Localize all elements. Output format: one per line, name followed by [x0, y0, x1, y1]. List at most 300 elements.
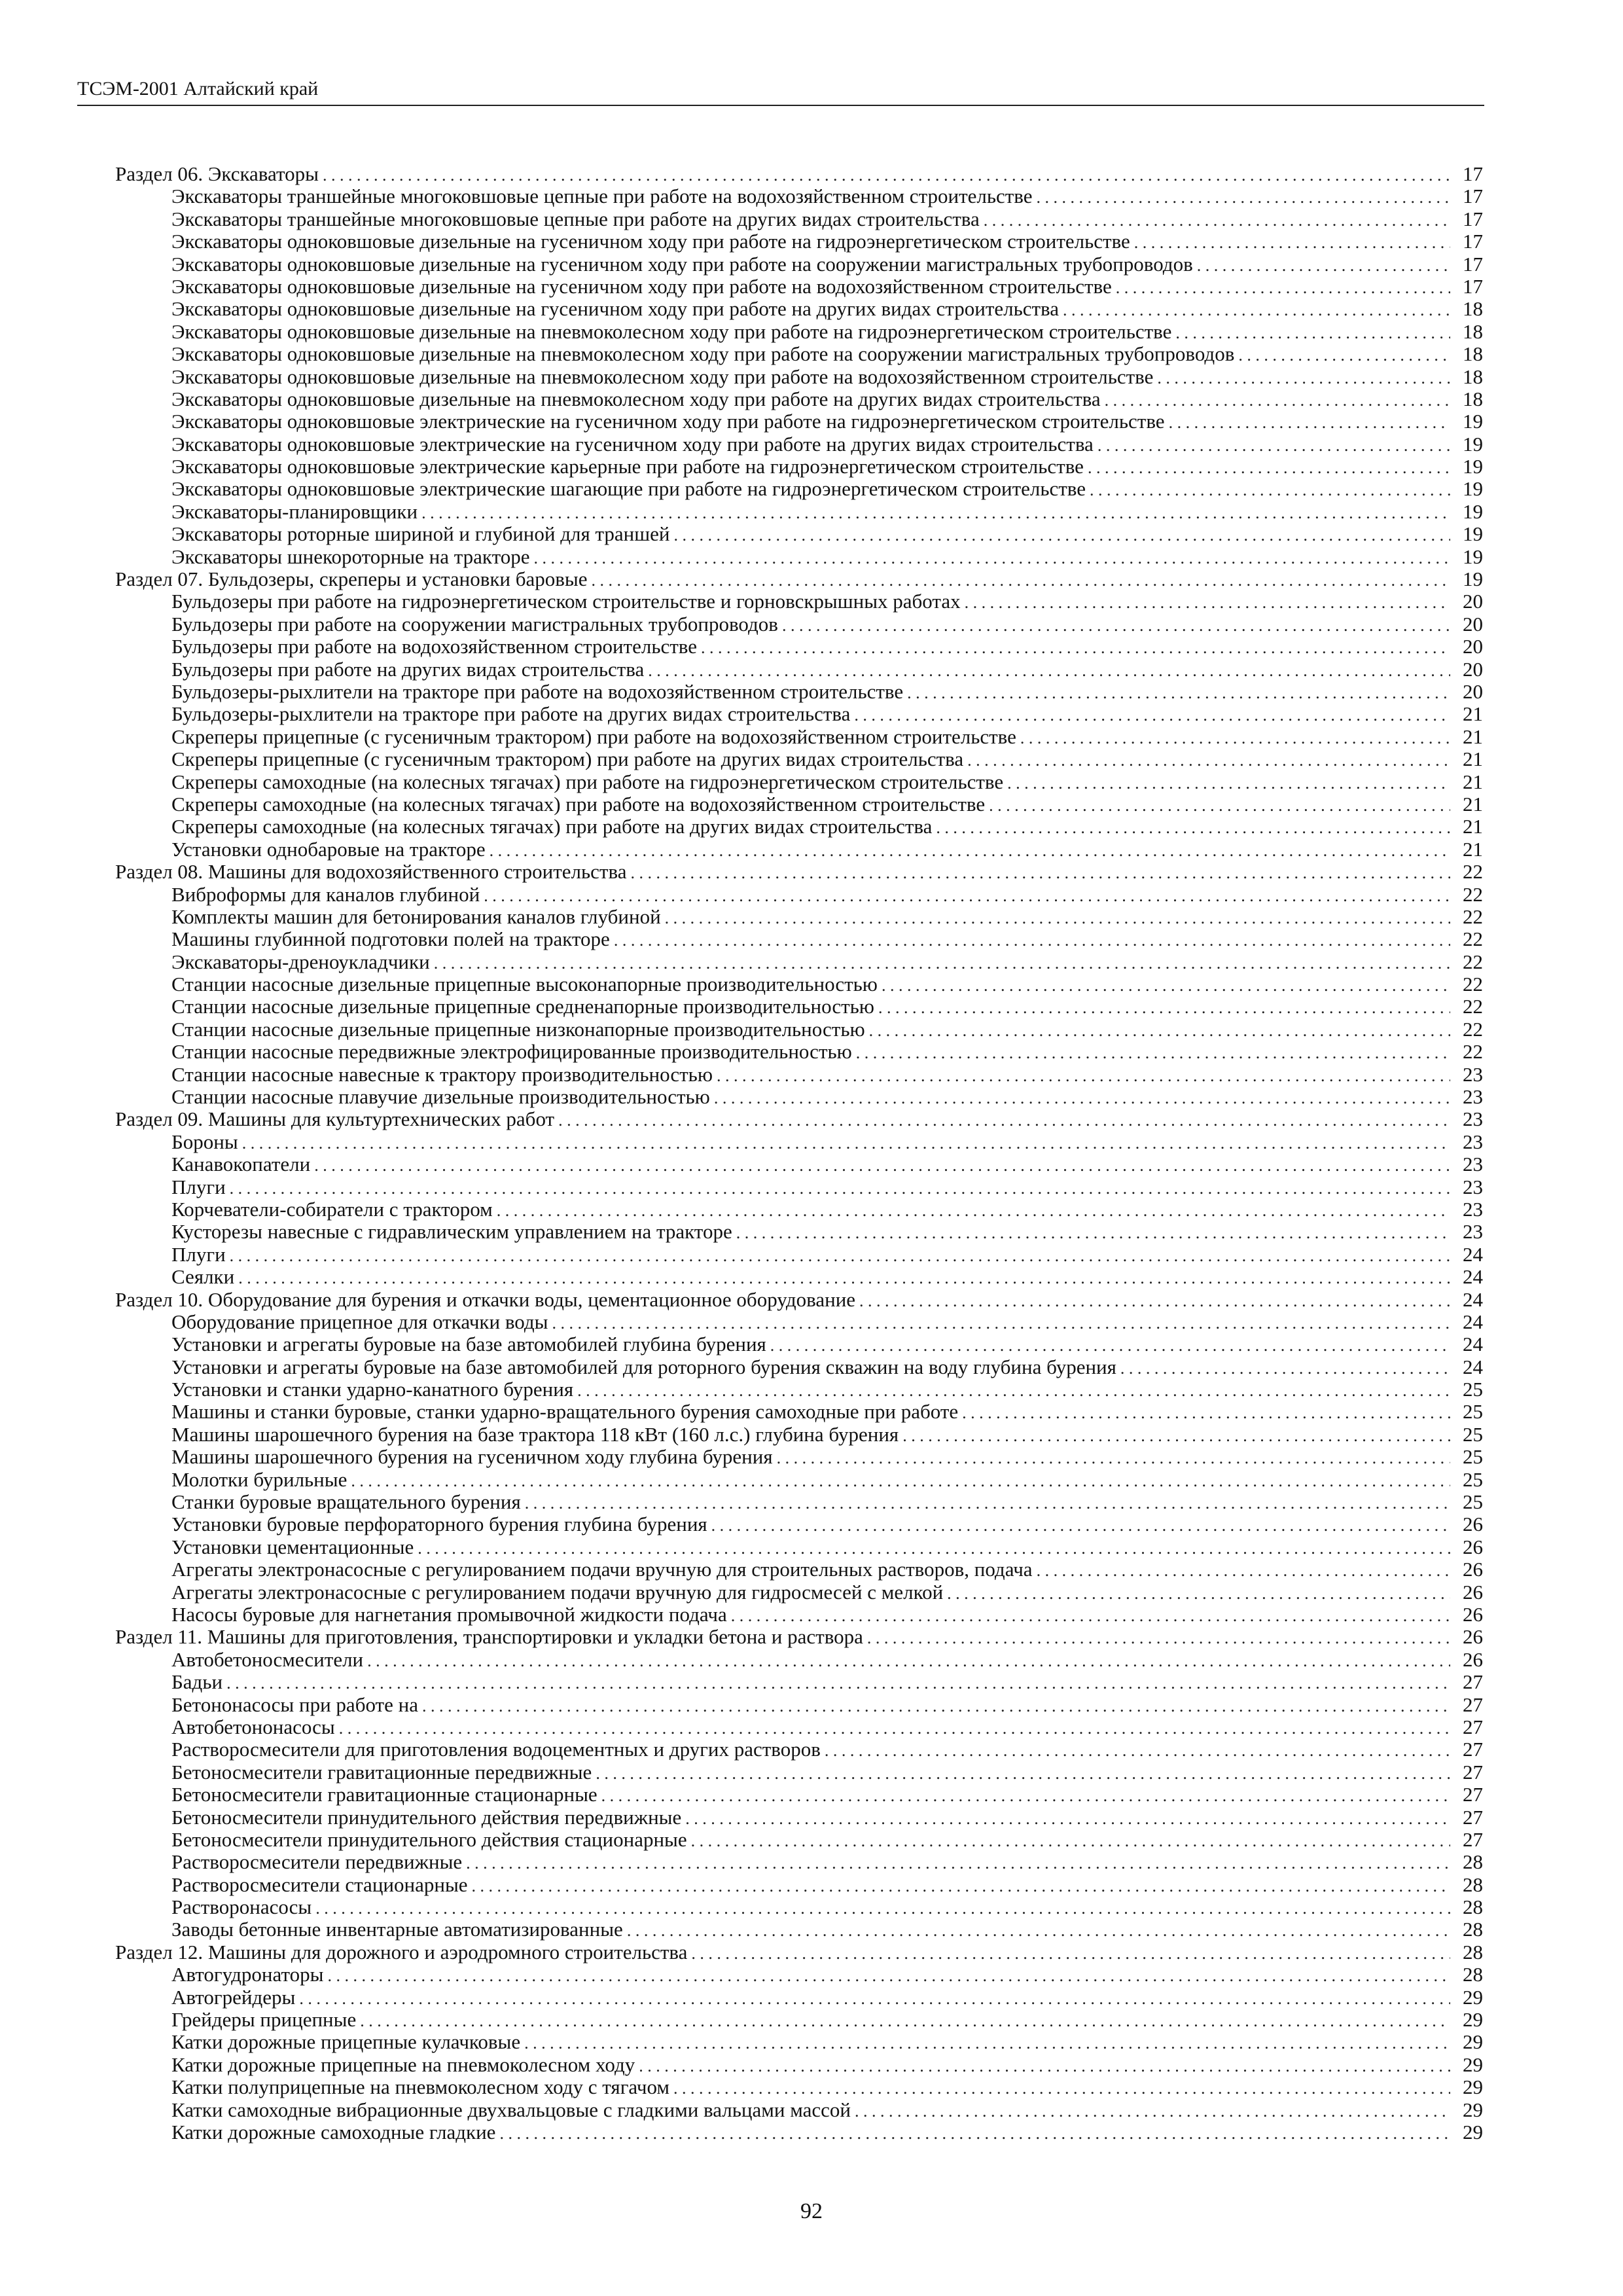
toc-page-number: 22 [1463, 860, 1483, 884]
toc-entry-label: Экскаваторы одноковшовые дизельные на гусеничном ходу при работе на гидроэнергетическом строительстве [171, 230, 1130, 253]
toc-entry-label: Экскаваторы траншейные многоковшовые цепные при работе на других видах строительства [171, 207, 980, 230]
dot-leader [778, 615, 1450, 637]
toc-page-number: 29 [1463, 2030, 1483, 2054]
toc-page-number: 20 [1463, 657, 1483, 681]
toc-entry-label: Экскаваторы одноковшовые дизельные на пневмоколесном ходу при работе на гидроэнергетическом строительстве [171, 319, 1172, 343]
toc-entry-row [115, 298, 1483, 320]
toc-entry-label: Бульдозеры при работе на сооружении магистральных трубопроводов [171, 612, 778, 636]
toc-entry-label: Машины глубинной подготовки полей на тракторе [171, 927, 610, 951]
toc-page-number: 22 [1463, 995, 1483, 1018]
dot-leader [1033, 1560, 1450, 1582]
dot-leader [899, 1425, 1450, 1447]
toc-entry-label: Бетононасосы при работе на [171, 1693, 418, 1716]
toc-entry-label: Машины шарошечного бурения на базе трактора 118 кВт (160 л.с.) глубина бурения [171, 1422, 899, 1446]
toc-entry-row [115, 928, 1483, 950]
dot-leader [1116, 1357, 1450, 1380]
toc-page-number: 17 [1463, 207, 1483, 230]
toc-entry-row [115, 1244, 1483, 1266]
dot-leader [855, 1290, 1450, 1312]
toc-entry-row [115, 973, 1483, 996]
toc-page-number: 23 [1463, 1197, 1483, 1221]
toc-page-number: 23 [1463, 1062, 1483, 1086]
toc-page-number: 24 [1463, 1265, 1483, 1289]
toc-entry-label: Насосы буровые для нагнетания промывочной жидкости подача [171, 1603, 727, 1626]
toc-entry-label: Экскаваторы траншейные многоковшовые цепные при работе на водохозяйственном строительстве [171, 185, 1033, 208]
dot-leader [1084, 457, 1450, 479]
toc-page-number: 28 [1463, 1963, 1483, 1986]
dot-leader [644, 660, 1450, 682]
toc-entry-label: Растворосмесители стационарные [171, 1873, 468, 1896]
toc-page-number: 27 [1463, 1783, 1483, 1806]
toc-entry-row [115, 1153, 1483, 1175]
toc-entry-row [115, 996, 1483, 1018]
dot-leader [1130, 232, 1450, 254]
toc-entry-row [115, 1266, 1483, 1288]
toc-entry-row [115, 1558, 1483, 1581]
toc-entry-row [115, 1513, 1483, 1535]
dot-leader [226, 1245, 1450, 1267]
toc-page-number: 19 [1463, 567, 1483, 591]
toc-page-number: 28 [1463, 1940, 1483, 1964]
toc-entry-row [115, 1918, 1483, 1941]
toc-entry-label: Катки дорожные самоходные гладкие [171, 2120, 496, 2144]
toc-page-number: 19 [1463, 545, 1483, 568]
toc-entry-label: Установки буровые перфораторного бурения глубина бурения [171, 1513, 707, 1536]
toc-entry-row [115, 1784, 1483, 1806]
toc-entry-row [115, 1086, 1483, 1108]
toc-entry-row [115, 951, 1483, 973]
toc-entry-row [115, 1604, 1483, 1626]
dot-leader [588, 569, 1451, 592]
dot-leader [1003, 772, 1450, 795]
toc-entry-row [115, 748, 1483, 770]
dot-leader [878, 975, 1450, 997]
toc-page-number: 18 [1463, 387, 1483, 410]
dot-leader [323, 1965, 1450, 1987]
toc-entry-label: Растворосмесители передвижные [171, 1850, 463, 1874]
toc-section-label: Раздел 08. Машины для водохозяйственного строительства [115, 860, 627, 884]
toc-entry-row [115, 1874, 1483, 1896]
dot-leader [1165, 412, 1450, 434]
toc-page-number: 28 [1463, 1873, 1483, 1896]
toc-page-number: 27 [1463, 1760, 1483, 1784]
toc-entry-row [115, 208, 1483, 230]
toc-entry-label: Скреперы самоходные (на колесных тягачах) при работе на других видах строительства [171, 815, 933, 838]
dot-leader [697, 637, 1450, 659]
dot-leader [821, 1740, 1450, 1762]
toc-entry-row [115, 906, 1483, 928]
toc-entry-row [115, 1986, 1483, 2009]
toc-entry-label: Бульдозеры-рыхлители на тракторе при работе на других видах строительства [171, 702, 851, 726]
toc-entry-label: Автобетоносмесители [171, 1647, 364, 1671]
toc-page-number: 26 [1463, 1513, 1483, 1536]
toc-entry-label: Скреперы самоходные (на колесных тягачах) при работе на водохозяйственном строительстве [171, 792, 986, 816]
toc-entry-row [115, 703, 1483, 725]
toc-entry-row [115, 456, 1483, 478]
dot-leader [863, 1627, 1450, 1649]
dot-leader [766, 1335, 1450, 1357]
toc-page-number: 21 [1463, 702, 1483, 726]
dot-leader [414, 1537, 1450, 1560]
toc-page-number: 18 [1463, 297, 1483, 321]
toc-entry-label: Бульдозеры при работе на водохозяйственном строительстве [171, 635, 697, 658]
toc-page-number: 27 [1463, 1693, 1483, 1716]
toc-page-number: 27 [1463, 1738, 1483, 1761]
toc-entry-row [115, 2054, 1483, 2076]
toc-entry-label: Комплекты машин для бетонирования каналов глубиной [171, 905, 661, 928]
toc-entry-row [115, 838, 1483, 861]
dot-leader [961, 592, 1450, 614]
toc-page-number: 23 [1463, 1175, 1483, 1198]
toc-entry-label: Катки дорожные прицепные на пневмоколесном ходу [171, 2053, 635, 2076]
toc-entry-label: Экскаваторы одноковшовые электрические на гусеничном ходу при работе на других видах строительства [171, 432, 1094, 456]
toc-page-number: 24 [1463, 1242, 1483, 1266]
dot-leader [732, 1222, 1450, 1244]
toc-entry-label: Станции насосные дизельные прицепные низконапорные производительностью [171, 1017, 865, 1041]
dot-leader [980, 209, 1450, 232]
toc-page-number: 21 [1463, 815, 1483, 838]
toc-entry-row [115, 1694, 1483, 1716]
dot-leader [548, 1312, 1450, 1335]
dot-leader [985, 795, 1450, 817]
dot-leader [681, 1808, 1450, 1830]
toc-entry-row [115, 590, 1483, 613]
toc-page-number: 22 [1463, 1017, 1483, 1041]
toc-page-number: 18 [1463, 319, 1483, 343]
toc-page-number: 28 [1463, 1850, 1483, 1874]
toc-page-number: 26 [1463, 1580, 1483, 1604]
toc-page-number: 24 [1463, 1333, 1483, 1356]
toc-page-number: 27 [1463, 1715, 1483, 1738]
dot-leader [661, 907, 1450, 929]
toc-entry-label: Бетоносмесители принудительного действия стационарные [171, 1827, 687, 1851]
dot-leader [1193, 255, 1450, 277]
toc-entry-label: Бетоносмесители принудительного действия передвижные [171, 1805, 682, 1829]
toc-entry-row [115, 1581, 1483, 1604]
toc-page-number: 17 [1463, 162, 1483, 185]
toc-entry-label: Катки дорожные прицепные кулачковые [171, 2030, 521, 2054]
dot-leader [1112, 277, 1450, 299]
toc-entry-label: Плуги [171, 1175, 226, 1198]
toc-entry-row [115, 501, 1483, 523]
toc-page-number: 22 [1463, 1040, 1483, 1064]
dot-leader [521, 1492, 1450, 1515]
toc-page-number: 29 [1463, 2053, 1483, 2076]
toc-entry-label: Машины шарошечного бурения на гусеничном ходу глубина бурения [171, 1445, 773, 1469]
toc-page-number: 29 [1463, 2008, 1483, 2032]
toc-entry-row [115, 2076, 1483, 2098]
toc-section-row [115, 163, 1483, 185]
toc-entry-label: Экскаваторы-дреноукладчики [171, 950, 430, 973]
toc-entry-row [115, 1649, 1483, 1671]
dot-leader [1086, 479, 1450, 501]
toc-page-number: 25 [1463, 1422, 1483, 1446]
dot-leader [943, 1583, 1450, 1605]
dot-leader [223, 1672, 1450, 1695]
toc-page-number: 17 [1463, 230, 1483, 253]
toc-entry-label: Виброформы для каналов глубиной [171, 882, 480, 906]
toc-page-number: 29 [1463, 2075, 1483, 2099]
dot-leader [710, 1087, 1450, 1109]
dot-leader [865, 1020, 1450, 1042]
dot-leader [903, 682, 1450, 704]
toc-page-number: 26 [1463, 1558, 1483, 1581]
dot-leader [713, 1065, 1450, 1087]
toc-entry-label: Экскаваторы одноковшовые дизельные на пневмоколесном ходу при работе на водохозяйственном строительстве [171, 365, 1154, 388]
toc-entry-label: Бульдозеры-рыхлители на тракторе при работе на водохозяйственном строительстве [171, 679, 904, 703]
dot-leader [319, 164, 1450, 187]
toc-entry-row [115, 276, 1483, 298]
dot-leader [363, 1650, 1450, 1672]
toc-entry-row [115, 253, 1483, 276]
toc-section-label: Раздел 10. Оборудование для бурения и откачки воды, цементационное оборудование [115, 1287, 856, 1311]
toc-page-number: 19 [1463, 499, 1483, 523]
toc-entry-row [115, 1896, 1483, 1918]
toc-page-number: 18 [1463, 365, 1483, 388]
toc-section-row [115, 1108, 1483, 1130]
toc-entry-label: Машины и станки буровые, станки ударно-вращательного бурения самоходные при работе [171, 1400, 959, 1424]
dot-leader [669, 2077, 1450, 2100]
toc-entry-row [115, 1446, 1483, 1468]
toc-entry-row [115, 1964, 1483, 1986]
toc-entry-label: Установки цементационные [171, 1535, 414, 1558]
toc-entry-label: Станции насосные дизельные прицепные высоконапорные производительностью [171, 973, 878, 996]
toc-page-number: 27 [1463, 1670, 1483, 1694]
toc-entry-row [115, 681, 1483, 703]
toc-entry-label: Станции насосные передвижные электрофицированные производительностью [171, 1040, 852, 1064]
toc-page-number: 22 [1463, 973, 1483, 996]
toc-entry-row [115, 2121, 1483, 2144]
dot-leader [1234, 344, 1450, 367]
toc-page-number: 21 [1463, 747, 1483, 771]
toc-entry-row [115, 1064, 1483, 1086]
toc-page-number: 21 [1463, 837, 1483, 861]
dot-leader [592, 1763, 1450, 1785]
toc-entry-row [115, 321, 1483, 343]
toc-page-number: 24 [1463, 1287, 1483, 1311]
dot-leader [1059, 299, 1450, 321]
toc-page-number: 17 [1463, 274, 1483, 298]
page-number: 92 [800, 2199, 823, 2223]
toc-page-number: 27 [1463, 1805, 1483, 1829]
toc-entry-row [115, 343, 1483, 365]
toc-page-number: 17 [1463, 252, 1483, 276]
toc-page-number: 22 [1463, 950, 1483, 973]
dot-leader [226, 1177, 1450, 1200]
toc-section-row [115, 1941, 1483, 1964]
toc-entry-label: Станции насосные дизельные прицепные средненапорные производительностью [171, 995, 874, 1018]
toc-entry-row [115, 523, 1483, 545]
dot-leader [932, 817, 1450, 839]
dot-leader [295, 1988, 1450, 2010]
toc-entry-row [115, 388, 1483, 410]
toc-entry-label: Канавокопатели [171, 1153, 311, 1176]
dot-leader [1016, 727, 1450, 749]
toc-page-number: 23 [1463, 1085, 1483, 1109]
toc-page-number: 21 [1463, 792, 1483, 816]
toc-entry-row [115, 1829, 1483, 1851]
toc-page-number: 18 [1463, 342, 1483, 366]
toc-entry-row [115, 1851, 1483, 1873]
toc-entry-label: Заводы бетонные инвентарные автоматизированные [171, 1918, 623, 1941]
toc-entry-row [115, 1738, 1483, 1761]
toc-entry-row [115, 185, 1483, 207]
dot-leader [493, 1200, 1450, 1222]
dot-leader [520, 2032, 1450, 2054]
toc-entry-label: Установки и агрегаты буровые на базе автомобилей глубина бурения [171, 1333, 766, 1356]
toc-entry-row [115, 1671, 1483, 1693]
toc-entry-row [115, 1761, 1483, 1784]
dot-leader [874, 997, 1450, 1019]
toc-page-number: 29 [1463, 1985, 1483, 2009]
toc-page-number: 20 [1463, 635, 1483, 658]
toc-page-number: 26 [1463, 1603, 1483, 1626]
toc-entry-row [115, 366, 1483, 388]
toc-entry-label: Растворосмесители для приготовления водоцементных и других растворов [171, 1738, 821, 1761]
toc-entry-row [115, 1311, 1483, 1333]
toc-entry-row [115, 2099, 1483, 2121]
toc-page-number: 23 [1463, 1130, 1483, 1153]
toc-entry-row [115, 1131, 1483, 1153]
toc-page-number: 17 [1463, 185, 1483, 208]
toc-page-number: 20 [1463, 590, 1483, 613]
toc-entry-row [115, 1378, 1483, 1401]
toc-entry-row [115, 726, 1483, 748]
toc-entry-label: Экскаваторы-планировщики [171, 499, 418, 523]
toc-entry-label: Бадьи [171, 1670, 223, 1694]
toc-page-number: 20 [1463, 612, 1483, 636]
dot-leader [850, 704, 1450, 726]
toc-entry-label: Корчеватели-собиратели с трактором [171, 1197, 493, 1221]
toc-entry-label: Экскаваторы одноковшовые дизельные на пневмоколесном ходу при работе на других видах строительства [171, 387, 1101, 410]
toc-entry-row [115, 1333, 1483, 1355]
dot-leader [1094, 435, 1450, 457]
dot-leader [335, 1717, 1450, 1740]
toc-entry-label: Автогудронаторы [171, 1963, 324, 1986]
toc-entry-label: Молотки бурильные [171, 1467, 348, 1491]
toc-entry-label: Катки самоходные вибрационные двухвальцовые с гладкими вальцами массой [171, 2098, 851, 2121]
toc-page-number: 25 [1463, 1378, 1483, 1401]
toc-entry-label: Скреперы прицепные (с гусеничным трактором) при работе на других видах строительства [171, 747, 964, 771]
toc-entry-label: Автобетононасосы [171, 1715, 335, 1738]
toc-entry-row [115, 230, 1483, 253]
toc-entry-label: Экскаваторы роторные шириной и глубиной для траншей [171, 522, 670, 546]
toc-entry-label: Экскаваторы одноковшовые дизельные на гусеничном ходу при работе на других видах строительства [171, 297, 1060, 321]
toc-section-row [115, 861, 1483, 883]
dot-leader [462, 1852, 1450, 1874]
toc-entry-row [115, 2009, 1483, 2031]
toc-entry-label: Автогрейдеры [171, 1985, 296, 2009]
toc-entry-label: Станки буровые вращательного бурения [171, 1490, 521, 1514]
toc-page-number: 20 [1463, 679, 1483, 703]
toc-page-number: 26 [1463, 1647, 1483, 1671]
dot-leader [963, 749, 1450, 772]
toc-entry-label: Растворонасосы [171, 1895, 312, 1919]
toc-section-row [115, 1626, 1483, 1648]
toc-entry-row [115, 1491, 1483, 1513]
toc-entry-row [115, 636, 1483, 658]
dot-leader [635, 2055, 1450, 2077]
toc-page-number: 24 [1463, 1355, 1483, 1378]
dot-leader [468, 1875, 1450, 1897]
dot-leader [669, 524, 1450, 547]
dot-leader [623, 1920, 1450, 1942]
toc-entry-row [115, 1221, 1483, 1243]
toc-entry-label: Агрегаты электронасосные с регулированием подачи вручную для гидросмесей с мелкой [171, 1580, 944, 1604]
toc-entry-row [115, 1018, 1483, 1041]
toc-page-number: 29 [1463, 2098, 1483, 2121]
toc-entry-row [115, 884, 1483, 906]
toc-entry-label: Оборудование прицепное для откачки воды [171, 1310, 548, 1333]
toc-page-number: 22 [1463, 882, 1483, 906]
dot-leader [430, 952, 1450, 975]
toc-entry-row [115, 1176, 1483, 1198]
toc-entry-row [115, 1198, 1483, 1221]
toc-entry-row [115, 658, 1483, 681]
toc-entry-row [115, 771, 1483, 793]
toc-page-number: 23 [1463, 1107, 1483, 1131]
toc-page-number: 28 [1463, 1918, 1483, 1941]
toc-entry-row [115, 793, 1483, 816]
toc-entry-label: Установки и агрегаты буровые на базе автомобилей для роторного бурения скважин на воду глубина бурения [171, 1355, 1116, 1378]
dot-leader [851, 2100, 1450, 2123]
toc-entry-label: Скреперы прицепные (с гусеничным трактором) при работе на водохозяйственном строительстве [171, 725, 1016, 748]
toc-entry-row [115, 613, 1483, 636]
toc-entry-label: Экскаваторы одноковшовые дизельные на гусеничном ходу при работе на сооружении магистральных трубопроводов [171, 252, 1193, 276]
toc-entry-row [115, 1469, 1483, 1491]
dot-leader [234, 1267, 1450, 1289]
toc-entry-row [115, 1716, 1483, 1738]
dot-leader [529, 547, 1450, 569]
toc-entry-label: Бульдозеры при работе на других видах строительства [171, 657, 645, 681]
dot-leader [310, 1155, 1450, 1177]
dot-leader [707, 1515, 1450, 1537]
toc-page-number: 19 [1463, 522, 1483, 546]
dot-leader [1101, 389, 1450, 412]
toc-page-number: 29 [1463, 2120, 1483, 2144]
toc-entry-label: Кусторезы навесные с гидравлическим управлением на тракторе [171, 1220, 732, 1244]
toc-page-number: 19 [1463, 432, 1483, 456]
toc-entry-row [115, 2031, 1483, 2053]
toc-entry-label: Агрегаты электронасосные с регулированием подачи вручную для строительных растворов, подача [171, 1558, 1033, 1581]
toc-entry-label: Экскаваторы шнекороторные на тракторе [171, 545, 530, 568]
toc-page-number: 26 [1463, 1625, 1483, 1649]
toc-entry-row [115, 433, 1483, 456]
toc-entry-label: Сеялки [171, 1265, 235, 1289]
dot-leader [597, 1785, 1450, 1807]
dot-leader [480, 885, 1450, 907]
toc-section-label: Раздел 12. Машины для дорожного и аэродромного строительства [115, 1940, 688, 1964]
toc-entry-row [115, 1041, 1483, 1063]
toc-entry-label: Бульдозеры при работе на гидроэнергетическом строительстве и горновскрышных работах [171, 590, 961, 613]
toc-entry-row [115, 1424, 1483, 1446]
toc-page-number: 25 [1463, 1445, 1483, 1469]
toc-entry-label: Катки полуприцепные на пневмоколесном ходу с тягачом [171, 2075, 670, 2099]
header-title: ТСЭМ-2001 Алтайский край [77, 78, 319, 99]
dot-leader [495, 2123, 1450, 2145]
toc-entry-row [115, 1806, 1483, 1829]
toc-page-number: 19 [1463, 455, 1483, 478]
toc-entry-label: Станции насосные плавучие дизельные производительностью [171, 1085, 710, 1109]
dot-leader [958, 1402, 1450, 1424]
toc-entry-label: Установки и станки ударно-канатного бурения [171, 1378, 574, 1401]
toc-entry-label: Установки однобаровые на тракторе [171, 837, 486, 861]
toc-section-label: Раздел 06. Экскаваторы [115, 162, 319, 185]
toc-page-number: 22 [1463, 927, 1483, 951]
dot-leader [312, 1897, 1450, 1920]
toc-page-number: 22 [1463, 905, 1483, 928]
toc-entry-label: Экскаваторы одноковшовые дизельные на гусеничном ходу при работе на водохозяйственном строительстве [171, 274, 1112, 298]
